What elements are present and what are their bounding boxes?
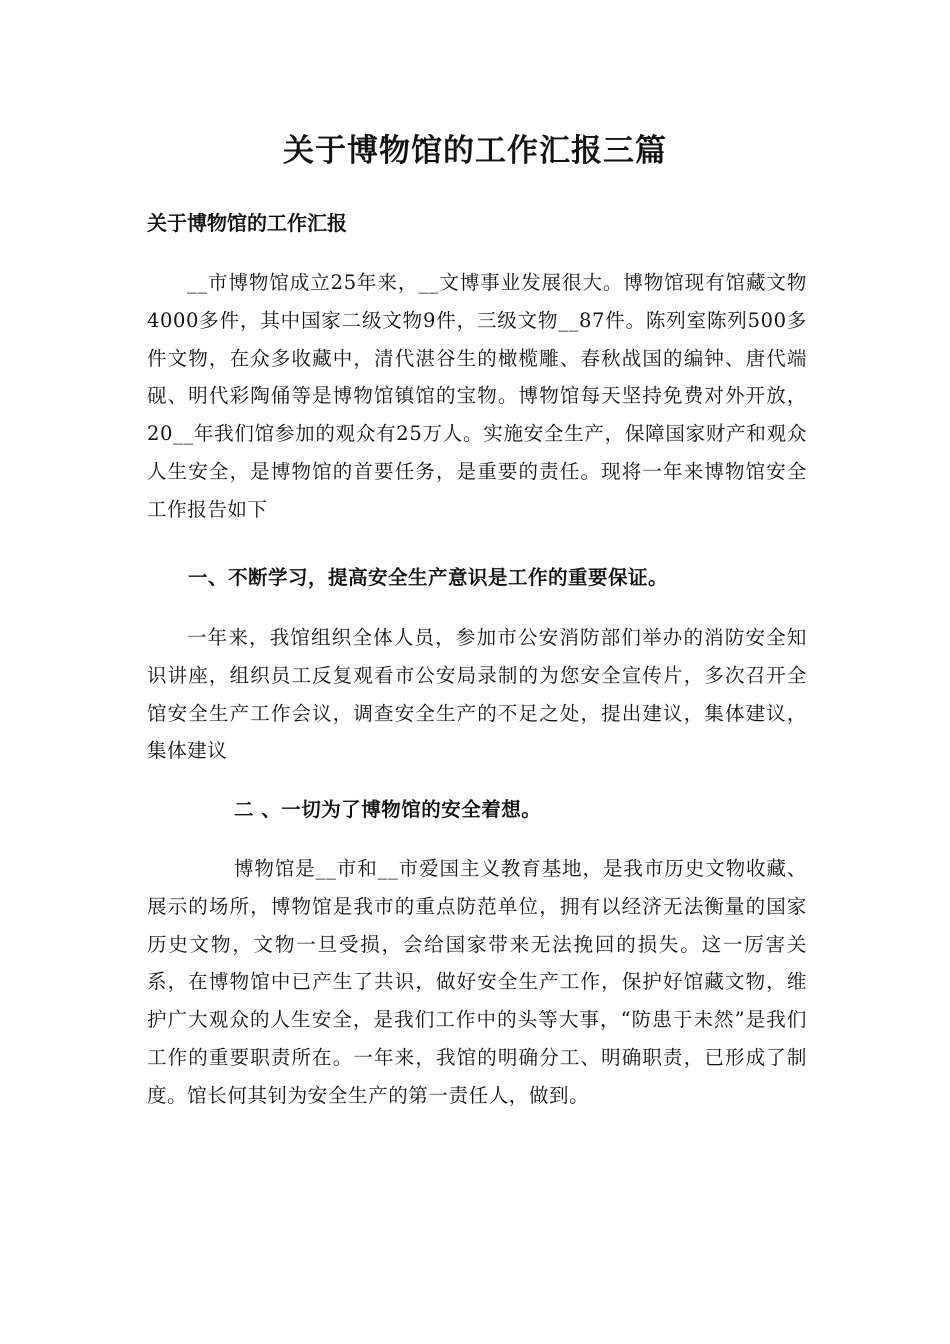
section-heading-1: 一、不断学习，提高安全生产意识是工作的重要保证。	[188, 566, 669, 589]
paragraph-section-2: 博物馆是__市和__市爱国主义教育基地，是我市历史文物收藏、展示的场所，博物馆是我市的重点防范单位，拥有以经济无法衡量的国家历史文物，文物一旦受损，会给国家带来无法挽回的损失。这一厉害关系，在博物馆中已产生了共识，做好安全生产工作，保护好馆藏文物，维护广大观众的人生安全，是我们工作中的头等大事，“防患于未然”是我们工作的重要职责所在。一年来，我馆的明确分工、明确职责，已形成了制度。馆长何其钊为安全生产的第一责任人，做到。	[147, 857, 807, 1107]
section-heading-2: 二 、一切为了博物馆的安全着想。	[234, 798, 542, 821]
document-subtitle: 关于博物馆的工作汇报	[147, 211, 347, 235]
paragraph-intro: __市博物馆成立25年来，__文博事业发展很大。博物馆现有馆藏文物4000多件，其中国家二级文物9件，三级文物__87件。陈列室陈列500多件文物，在众多收藏中，清代湛谷生的橄榄雕、春秋战国的编钟、唐代端砚、明代彩陶俑等是博物馆镇馆的宝物。博物馆每天坚持免费对外开放，20__年我们馆参加的观众有25万人。实施安全生产，保障国家财产和观众人生安全，是博物馆的首要任务，是重要的责任。现将一年来博物馆安全工作报告如下	[147, 271, 807, 521]
document-title: 关于博物馆的工作汇报三篇	[283, 133, 667, 169]
paragraph-section-1: 一年来，我馆组织全体人员，参加市公安消防部们举办的消防安全知识讲座，组织员工反复观看市公安局录制的为您安全宣传片，多次召开全馆安全生产工作会议，调查安全生产的不足之处，提出建议，集体建议，集体建议	[147, 626, 807, 763]
